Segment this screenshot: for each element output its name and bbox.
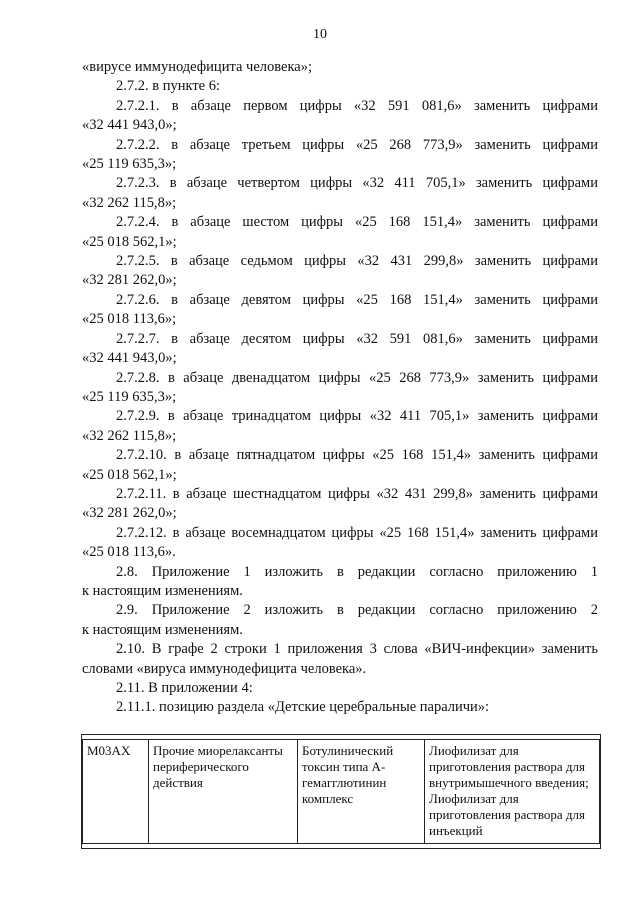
text-line: 2.7.2.1. в абзаце первом цифры «32 591 081,6» заменить цифрами: [116, 97, 598, 114]
dosage-form-line: Лиофилизат для приготовления раствора для внутримышечного введения;: [429, 743, 589, 790]
text-line: 2.7.2.7. в абзаце десятом цифры «32 591 081,6» заменить цифрами: [116, 330, 598, 347]
text-line: 2.7.2.10. в абзаце пятнадцатом цифры «25 168 151,4» заменить цифрами: [116, 447, 598, 464]
text-line: 2.7.2.2. в абзаце третьем цифры «25 268 773,9» заменить цифрами: [116, 136, 598, 153]
text-line: 2.11. В приложении 4:: [116, 680, 253, 696]
text-line: «25 119 635,3»;: [82, 388, 177, 405]
page-number: 10: [313, 27, 327, 42]
text-line: 2.7.2.8. в абзаце двенадцатом цифры «25 268 773,9» заменить цифрами: [116, 369, 598, 386]
text-line: 2.7.2. в пункте 6:: [116, 78, 221, 95]
text-line: 2.7.2.4. в абзаце шестом цифры «25 168 151,4» заменить цифрами: [116, 214, 598, 231]
document-body: [82, 58, 598, 718]
text-line: «32 262 115,8»;: [82, 427, 177, 444]
text-line: «25 018 113,6».: [82, 544, 176, 561]
atc-code-cell: M03AX: [83, 740, 149, 844]
text-line: к настоящим изменениям.: [82, 582, 243, 599]
dosage-form-cell: [425, 740, 600, 844]
drug-table-frame: [81, 734, 601, 849]
text-line: «вирусе иммунодефицита человека»;: [82, 59, 312, 75]
text-line: «32 262 115,8»;: [82, 194, 177, 211]
text-line: 2.7.2.6. в абзаце девятом цифры «25 168 151,4» заменить цифрами: [116, 291, 598, 308]
text-line: «32 441 943,0»;: [82, 350, 177, 367]
text-line: «32 281 262,0»;: [82, 272, 177, 289]
text-line: «25 018 113,6»;: [82, 311, 177, 328]
drug-group-cell: Прочие миорелаксанты периферического действия: [149, 740, 298, 844]
text-line: 2.11.1. позицию раздела «Детские церебральные параличи»:: [116, 699, 490, 716]
text-line: 2.7.2.3. в абзаце четвертом цифры «32 411 705,1» заменить цифрами: [116, 175, 598, 192]
drug-table: [82, 739, 600, 844]
text-line: 2.7.2.11. в абзаце шестнадцатом цифры «32 431 299,8» заменить цифрами: [116, 485, 598, 502]
text-line: «32 281 262,0»;: [82, 505, 177, 522]
text-line: 2.7.2.12. в абзаце восемнадцатом цифры «25 168 151,4» заменить цифрами: [116, 524, 598, 541]
text-line: «25 119 635,3»;: [82, 156, 177, 173]
text-line: словами «вируса иммунодефицита человека».: [82, 660, 367, 677]
text-line: 2.9. Приложение 2 изложить в редакции согласно приложению 2: [116, 602, 598, 619]
text-line: к настоящим изменениям.: [82, 621, 243, 638]
text-line: 2.7.2.5. в абзаце седьмом цифры «32 431 299,8» заменить цифрами: [116, 253, 598, 270]
text-line: «32 441 943,0»;: [82, 117, 177, 134]
text-line: 2.8. Приложение 1 изложить в редакции согласно приложению 1: [116, 563, 598, 580]
text-line: 2.7.2.9. в абзаце тринадцатом цифры «32 411 705,1» заменить цифрами: [116, 408, 598, 425]
text-line: «25 018 562,1»;: [82, 233, 177, 250]
dosage-form-line: Лиофилизат для приготовления раствора для инъекций: [429, 791, 585, 838]
drug-name-cell: Ботулинический токсин типа А-гемагглютинин комплекс: [298, 740, 425, 844]
text-line: «25 018 562,1»;: [82, 466, 177, 483]
text-line: 2.10. В графе 2 строки 1 приложения 3 слова «ВИЧ-инфекции» заменить: [116, 641, 598, 658]
table-row: [83, 740, 600, 844]
